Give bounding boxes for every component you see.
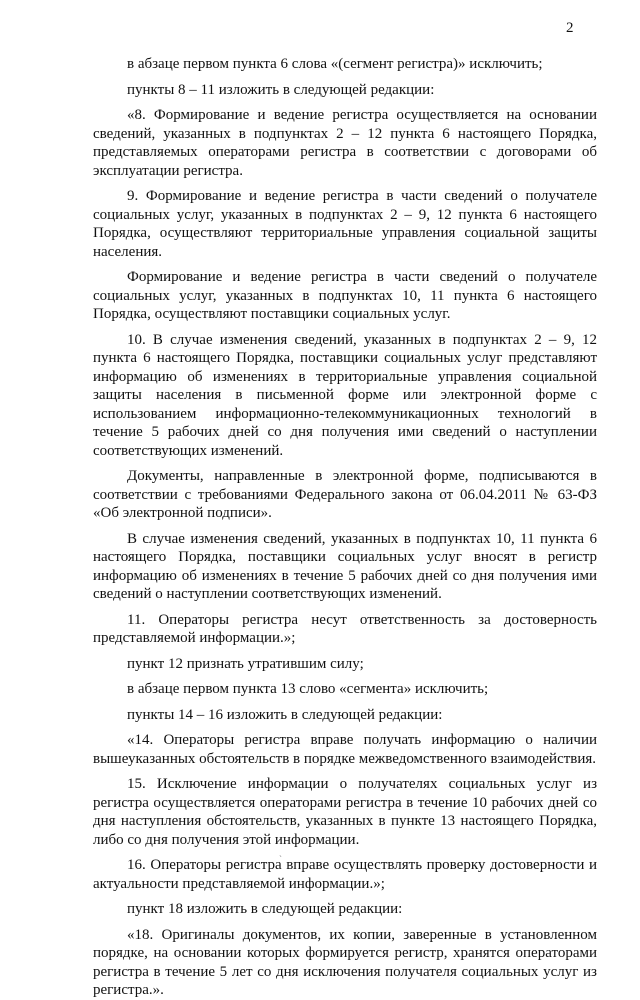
paragraph: пункты 8 – 11 изложить в следующей редакции: — [127, 81, 435, 98]
paragraph: 9. Формирование и ведение регистра в части сведений о получателе социальных услуг, указанных в подпунктах 2 – 9, 12 пункта 6 настоящего Порядка, осуществляют территориальные управления социальной защиты населения. — [93, 188, 597, 260]
paragraph: Документы, направленные в электронной форме, подписываются в соответствии с требованиями Федерального закона от 06.04.2011 № 63-ФЗ «Об электронной подписи». — [93, 468, 597, 521]
paragraph: пункт 18 изложить в следующей редакции: — [127, 901, 403, 917]
page-number: 2 — [566, 20, 574, 36]
scan-speck: ˏ — [279, 847, 282, 857]
paragraph: в абзаце первом пункта 13 слово «сегмента» исключить; — [127, 681, 489, 697]
paragraph: пункты 14 – 16 изложить в следующей редакции: — [127, 706, 443, 723]
paragraph: «8. Формирование и ведение регистра осуществляется на основании сведений, указанных в подпунктах 2 – 12 пункта 6 настоящего Порядка, представляемых операторами регистра в соответствии с договорами об эксплуатации регистра. — [93, 107, 597, 179]
paragraph: В случае изменения сведений, указанных в подпунктах 10, 11 пункта 6 настоящего Порядка, поставщики социальных услуг вносят в регистр информацию об изменениях в течение 5 рабочих дней со дня получения ими сведений о наступлении соответствующих изменений. — [93, 530, 597, 602]
paragraph: в абзаце первом пункта 6 слова «(сегмент регистра)» исключить; — [127, 56, 543, 72]
paragraph: «18. Оригиналы документов, их копии, заверенные в установленном порядке, на основании которых формируется регистр, хранятся операторами регистра в течение 5 лет со дня исключения получателя социальных услуг из регистра.». — [93, 926, 597, 998]
paragraph: 16. Операторы регистра вправе осуществлять проверку достоверности и актуальности представляемой информации.»; — [93, 857, 597, 892]
document-body — [93, 55, 597, 1000]
paragraph: 11. Операторы регистра несут ответственность за достоверность представляемой информации.»; — [93, 611, 597, 646]
paragraph: 10. В случае изменения сведений, указанных в подпунктах 2 – 9, 12 пункта 6 настоящего Порядка, поставщики социальных услуг представляют информацию об изменениях в территориальные управления социальной защиты населения в письменной форме или электронной форме с использованием информационно-телекоммуникационных технологий в течение 5 рабочих дней со дня получения ими сведений о наступлении соответствующих изменений. — [93, 331, 597, 459]
paragraph: пункт 12 признать утратившим силу; — [127, 655, 364, 672]
paragraph: «14. Операторы регистра вправе получать информацию о наличии вышеуказанных обстоятельств в порядке межведомственного взаимодействия. — [93, 732, 597, 767]
paragraph: Формирование и ведение регистра в части сведений о получателе социальных услуг, указанных в подпунктах 10, 11 пункта 6 настоящего Порядка, осуществляют поставщики социальных услуг. — [93, 269, 597, 322]
paragraph: 15. Исключение информации о получателях социальных услуг из регистра осуществляется операторами регистра в течение 10 рабочих дней со дня наступления обстоятельств, указанных в пункте 13 настоящего Порядка, либо со дня получения этой информации. — [93, 776, 597, 848]
